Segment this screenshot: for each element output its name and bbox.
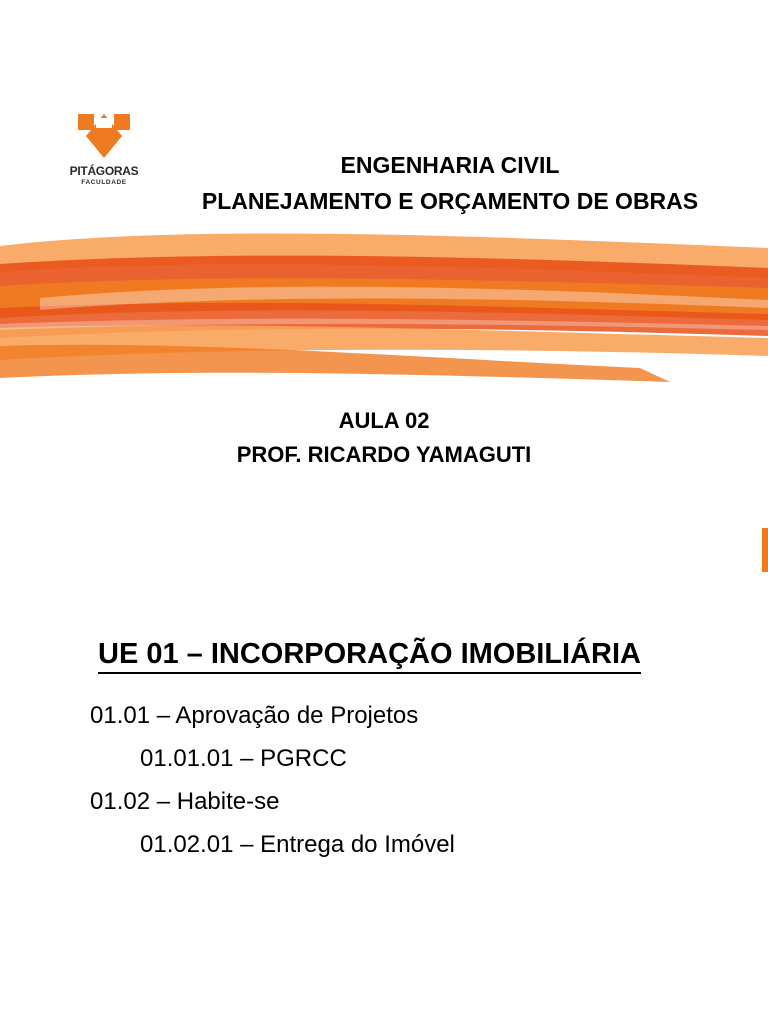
- list-item: 01.01.01 – PGRCC: [140, 745, 347, 772]
- pitagoras-logo: [64, 108, 144, 192]
- list-item: 01.01 – Aprovação de Projetos: [90, 702, 419, 729]
- subject-title: PLANEJAMENTO E ORÇAMENTO DE OBRAS: [201, 188, 699, 214]
- logo-name: PITÁGORAS: [69, 164, 139, 178]
- lesson-number: AULA 02: [338, 408, 430, 433]
- edge-accent-bar: [762, 528, 768, 572]
- professor-name: PROF. RICARDO YAMAGUTI: [236, 442, 532, 467]
- logo-subtitle: FACULDADE: [81, 179, 127, 186]
- list-item: 01.02 – Habite-se: [90, 788, 280, 815]
- orange-swoosh-banner: [0, 228, 768, 388]
- unit-title: UE 01 – INCORPORAÇÃO IMOBILIÁRIA: [98, 636, 641, 674]
- list-item: 01.02.01 – Entrega do Imóvel: [140, 831, 455, 858]
- course-title: ENGENHARIA CIVIL: [340, 152, 560, 178]
- logo-mark-icon: [76, 108, 132, 164]
